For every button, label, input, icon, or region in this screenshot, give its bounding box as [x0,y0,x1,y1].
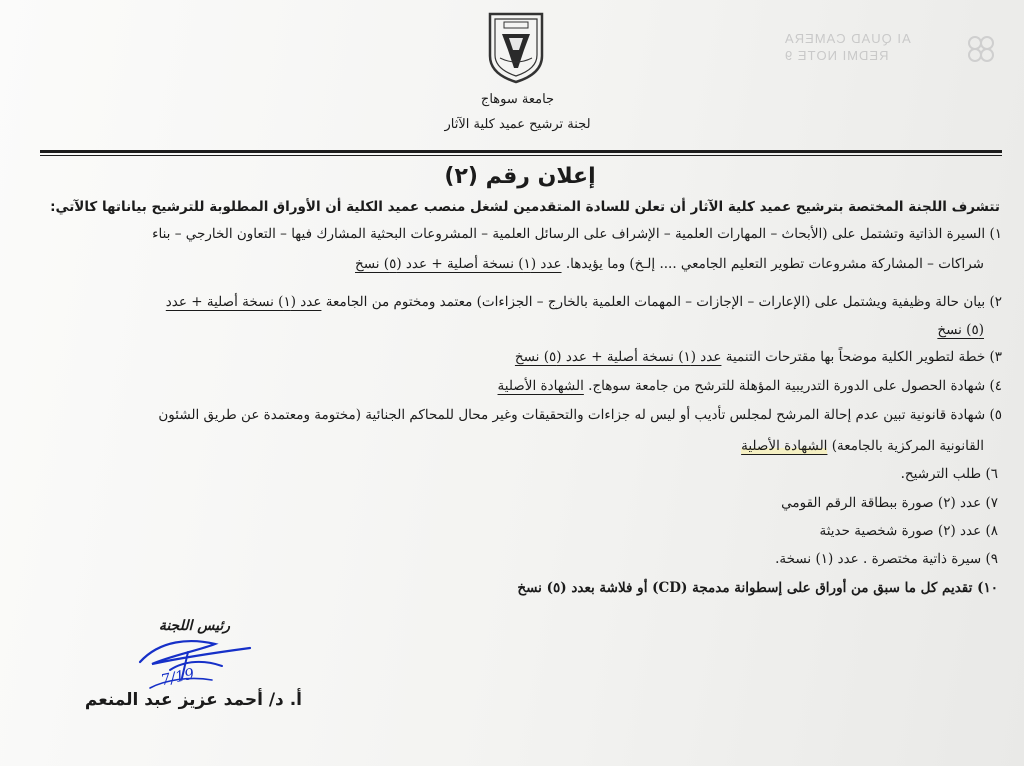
item-4-copies: الشهادة الأصلية [497,378,584,394]
signer-name: أ. د/ أحمد عزيز عبد المنعم [84,690,302,710]
item-3 [515,349,1002,365]
item-5-copies: الشهادة الأصلية [741,438,828,454]
header-divider-thin [40,155,1002,156]
signer-role: رئيس اللجنة [158,618,230,634]
item-6: ٦) طلب الترشيح. [900,466,998,482]
item-9: ٩) سيرة ذاتية مختصرة . عدد (١) نسخة. [775,551,998,567]
watermark-line-1: AI QUAD CAMERA [784,31,911,46]
item-2-copies: عدد (١) نسخة أصلية + عدد [165,294,322,310]
item-1-text: شراكات – المشاركة مشروعات تطوير التعليم الجامعي .... إلـخ) وما يؤيدها. [565,256,984,272]
university-name: جامعة سوهاج [480,92,555,107]
item-2-text: ٢) بيان حالة وظيفية ويشتمل على (الإعارات – الإجازات – المهمات العلمية بالخارج – الجزاءات) معتمد ومختوم من الجامعة [325,294,1002,310]
camera-lens-icon [966,34,996,64]
item-1-line-2 [355,256,984,272]
item-5-text: القانونية المركزية بالجامعة) [831,438,984,454]
item-4 [498,378,1002,394]
committee-name: لجنة ترشيح عميد كلية الآثار [444,117,591,132]
camera-watermark [784,30,984,64]
item-8: ٨) عدد (٢) صورة شخصية حديثة [819,523,998,539]
item-4-text: ٤) شهادة الحصول على الدورة التدريبية المؤهلة للترشح من جامعة سوهاج. [588,378,1002,394]
header-divider-thick [40,150,1002,153]
item-7: ٧) عدد (٢) صورة ببطاقة الرقم القومي [781,495,998,511]
item-1-line-1: ١) السيرة الذاتية وتشتمل على (الأبحاث – المهارات العلمية – الإشراف على الرسائل العلمية – المشروعات البحثية المشارك فيها – التعاون الخارجي – بناء [152,226,1002,242]
item-2-copies-end: (٥) نسخ [937,322,984,338]
item-10: ١٠) تقديم كل ما سبق من أوراق على إسطوانة مدمجة (CD) أو فلاشة بعدد (٥) نسخ [517,580,998,596]
item-5-line-2 [741,438,984,454]
signature-date: 7/19 [159,664,196,690]
item-2-line-1 [166,294,1002,310]
university-seal-icon [484,10,548,84]
item-3-copies: عدد (١) نسخة أصلية + عدد (٥) نسخ [514,349,722,365]
announcement-title: إعلان رقم (٢) [444,164,596,189]
watermark-line-2: REDMI NOTE 9 [784,48,889,63]
item-2-line-2 [937,322,984,338]
item-1-copies: عدد (١) نسخة أصلية + عدد (٥) نسخ [355,256,562,272]
item-3-text: ٣) خطة لتطوير الكلية موضحاً بها مقترحات التنمية [725,349,1002,365]
item-5-line-1: ٥) شهادة قانونية تبين عدم إحالة المرشح لمجلس تأديب أو ليس له جزاءات والتحقيقات وغير محال للمحاكم الجنائية (مختومة ومعتمدة عن طريق الشئون [158,407,1002,423]
announcement-intro: تتشرف اللجنة المختصة بترشيح عميد كلية الآثار أن تعلن للسادة المتقدمين لشغل منصب عميد الكلية أن الأوراق المطلوبة للترشيح بياناتها كالآتي: [50,199,1000,215]
